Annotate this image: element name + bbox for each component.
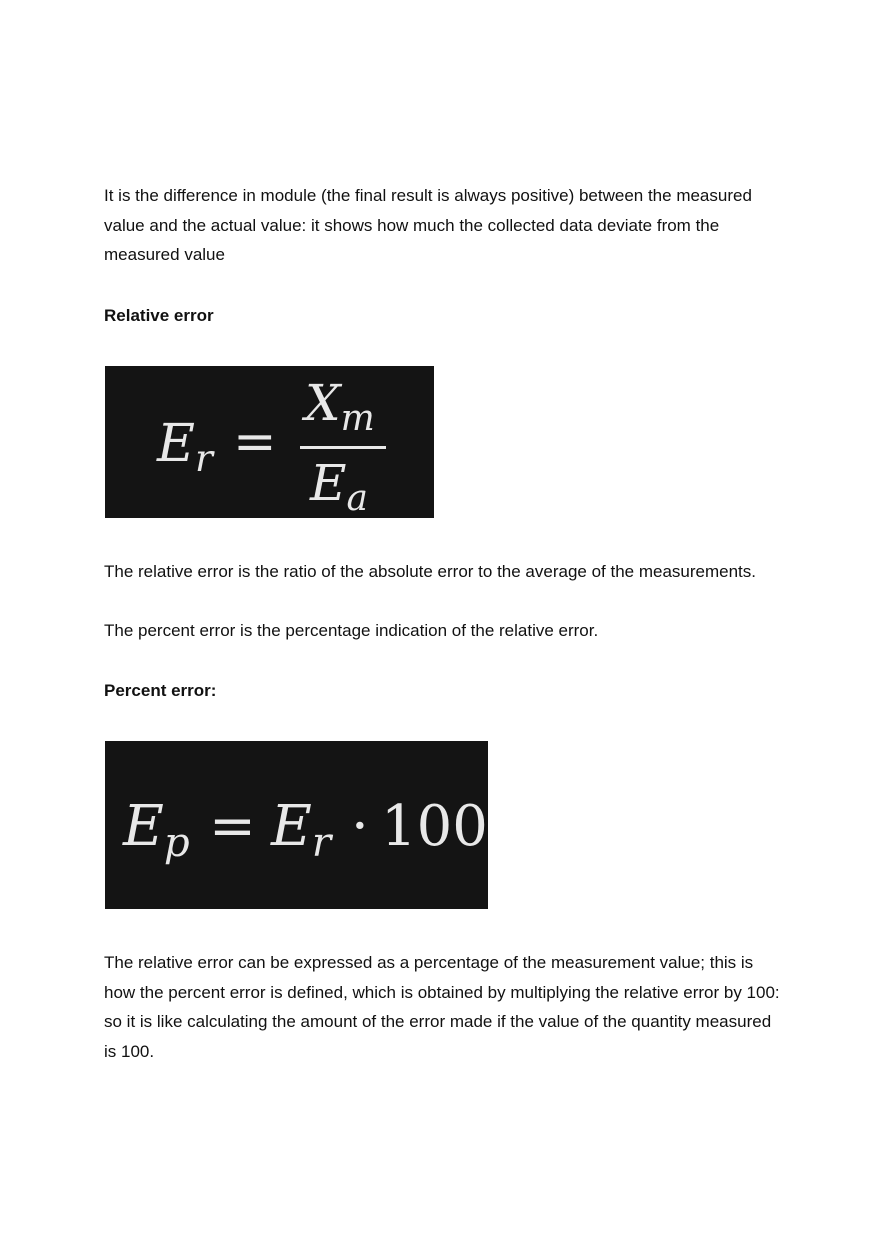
formula-equals: = [209,794,256,859]
relative-error-heading: Relative error [104,306,214,325]
percent-error-explanation: The relative error can be expressed as a percentage of the measurement value; this is how the percent error is defined, which is obtained by multiplying the relative error by 100: so it is like calculating the amount of the error made if the value of the quantity measured is 100. [104,953,780,1062]
percent-error-heading: Percent error: [104,681,217,700]
relative-error-definition: The relative error is the ratio of the absolute error to the average of the measurements. [104,562,757,581]
formula-equals: = [233,412,277,472]
formula-lhs: $E_p$ [123,794,190,867]
fraction-bar [300,446,386,449]
formula-lhs: $E_r$ [157,414,213,481]
formula-number: 100 [381,794,488,859]
formula-numerator: $X_m$ [305,374,375,440]
percent-error-definition: The percent error is the percentage indication of the relative error. [104,621,599,640]
formula-denominator: $E_a$ [310,454,368,520]
formula-rhs: $E_r$ [271,794,332,867]
relative-error-formula [105,366,434,518]
formula-dot: · [351,794,369,859]
percent-error-formula [105,741,488,909]
intro-paragraph: It is the difference in module (the final result is always positive) between the measured value and the actual value: it shows how much the collected data deviate from the measured value [104,186,752,265]
